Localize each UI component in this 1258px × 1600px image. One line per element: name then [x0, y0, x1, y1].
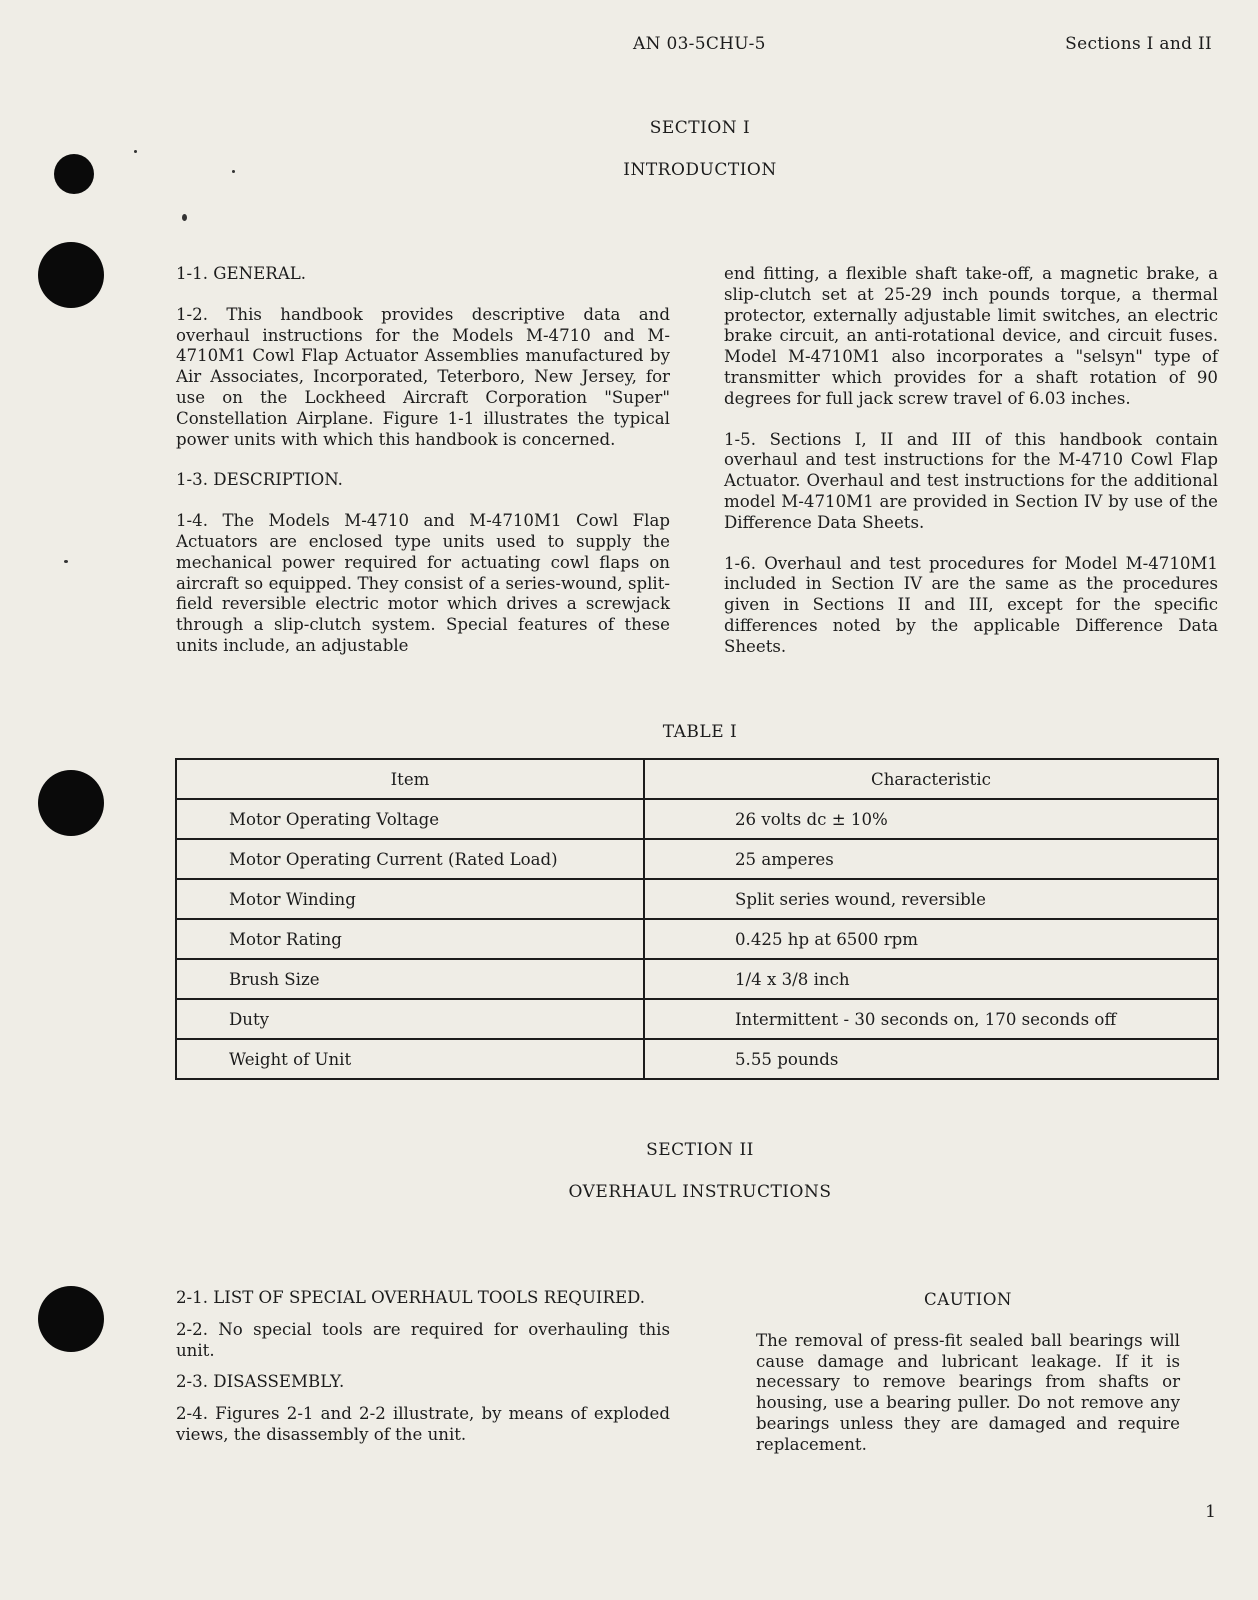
table-cell-characteristic: 26 volts dc ± 10%	[644, 799, 1218, 839]
left-column-intro	[176, 264, 670, 657]
binder-hole	[38, 770, 104, 836]
table-cell-characteristic: 25 amperes	[644, 839, 1218, 879]
table-cell-characteristic: 1/4 x 3/8 inch	[644, 959, 1218, 999]
table-cell-characteristic: 0.425 hp at 6500 rpm	[644, 919, 1218, 959]
table-row	[176, 839, 1218, 879]
specifications-table	[175, 758, 1219, 1080]
table-row	[176, 1039, 1218, 1079]
right-column-intro	[724, 264, 1218, 658]
table-cell-item: Motor Rating	[176, 919, 644, 959]
table-cell-item: Motor Winding	[176, 879, 644, 919]
para-1-3: 1-3. DESCRIPTION.	[176, 470, 343, 490]
binder-hole	[38, 242, 104, 308]
scan-speck	[134, 150, 137, 153]
table-row	[176, 959, 1218, 999]
caution-block	[756, 1290, 1180, 1456]
section-subtitle: OVERHAUL INSTRUCTIONS	[568, 1182, 832, 1202]
table-cell-characteristic: 5.55 pounds	[644, 1039, 1218, 1079]
left-column-overhaul	[176, 1288, 670, 1446]
table-header-row	[176, 759, 1218, 799]
table-cell-item: Brush Size	[176, 959, 644, 999]
para-1-4: 1-4. The Models M-4710 and M-4710M1 Cowl Flap Actuators are enclosed type units used to supply the mechanical power required for actuating cowl flaps on aircraft so equipped. They consist of a series-wound, split-field reversible electric motor which drives a screwjack through a slip-clutch system. Special features of these units include, an adjustable	[176, 511, 670, 655]
para-1-5: 1-5. Sections I, II and III of this handbook contain overhaul and test instructions for the M-4710 Cowl Flap Actuator. Overhaul and test instructions for the additional model M-4710M1 are provided in Section IV by use of the Difference Data Sheets.	[724, 429, 1218, 532]
caution-text: The removal of press-fit sealed ball bearings will cause damage and lubricant leakage. If it is necessary to remove bearings from shafts or housing, use a bearing puller. Do not remove any bearings unless they are damaged and require replacement.	[756, 1330, 1180, 1454]
column-header-characteristic: Characteristic	[644, 759, 1218, 799]
table-cell-item: Motor Operating Current (Rated Load)	[176, 839, 644, 879]
table-cell-characteristic: Split series wound, reversible	[644, 879, 1218, 919]
para-2-1: 2-1. LIST OF SPECIAL OVERHAUL TOOLS REQUIRED.	[176, 1288, 646, 1307]
sections-label: Sections I and II	[1065, 34, 1212, 54]
page-number: 1	[1205, 1502, 1216, 1522]
para-2-3: 2-3. DISASSEMBLY.	[176, 1372, 345, 1392]
para-1-2: 1-2. This handbook provides descriptive data and overhaul instructions for the Models M-4710 and M-4710M1 Cowl Flap Actuator Assemblies manufactured by Air Associates, Incorporated, Teterboro, New Jersey, for use on the Lockheed Aircraft Corporation "Super" Constellation Airplane. Figure 1-1 illustrates the typical power units with which this handbook is concerned.	[176, 304, 670, 449]
caution-title: CAUTION	[924, 1290, 1012, 1309]
table-row	[176, 999, 1218, 1039]
scan-speck	[182, 214, 187, 221]
table-title: TABLE I	[662, 722, 738, 742]
para-1-6: 1-6. Overhaul and test procedures for Model M-4710M1 included in Section IV are the same as the procedures given in Sections II and III, except for the specific differences noted by the applicable Difference Data Sheets.	[724, 553, 1218, 656]
para-2-4: 2-4. Figures 2-1 and 2-2 illustrate, by means of exploded views, the disassembly of the unit.	[176, 1404, 670, 1444]
column-header-item: Item	[176, 759, 644, 799]
doc-number: AN 03-5CHU-5	[633, 34, 766, 54]
para-1-4-continued: end fitting, a flexible shaft take-off, a magnetic brake, a slip-clutch set at 25-29 inch pounds torque, a thermal protector, externally adjustable limit switches, an electric brake circuit, an anti-rotational device, and circuit fuses. Model M-4710M1 also incorporates a "selsyn" type of transmitter which provides for a shaft rotation of 90 degrees for full jack screw travel of 6.03 inches.	[724, 264, 1218, 408]
table-cell-item: Motor Operating Voltage	[176, 799, 644, 839]
section-subtitle: INTRODUCTION	[623, 160, 777, 180]
table-row	[176, 919, 1218, 959]
binder-hole	[38, 1286, 104, 1352]
table-row	[176, 879, 1218, 919]
para-2-2: 2-2. No special tools are required for overhauling this unit.	[176, 1319, 670, 1360]
table-cell-item: Weight of Unit	[176, 1039, 644, 1079]
section-title: SECTION I	[649, 118, 751, 138]
scan-speck	[64, 560, 68, 563]
section-title: SECTION II	[646, 1140, 754, 1160]
table-row	[176, 799, 1218, 839]
para-1-1: 1-1. GENERAL.	[176, 264, 307, 283]
table-cell-item: Duty	[176, 999, 644, 1039]
table-cell-characteristic: Intermittent - 30 seconds on, 170 seconds off	[644, 999, 1218, 1039]
